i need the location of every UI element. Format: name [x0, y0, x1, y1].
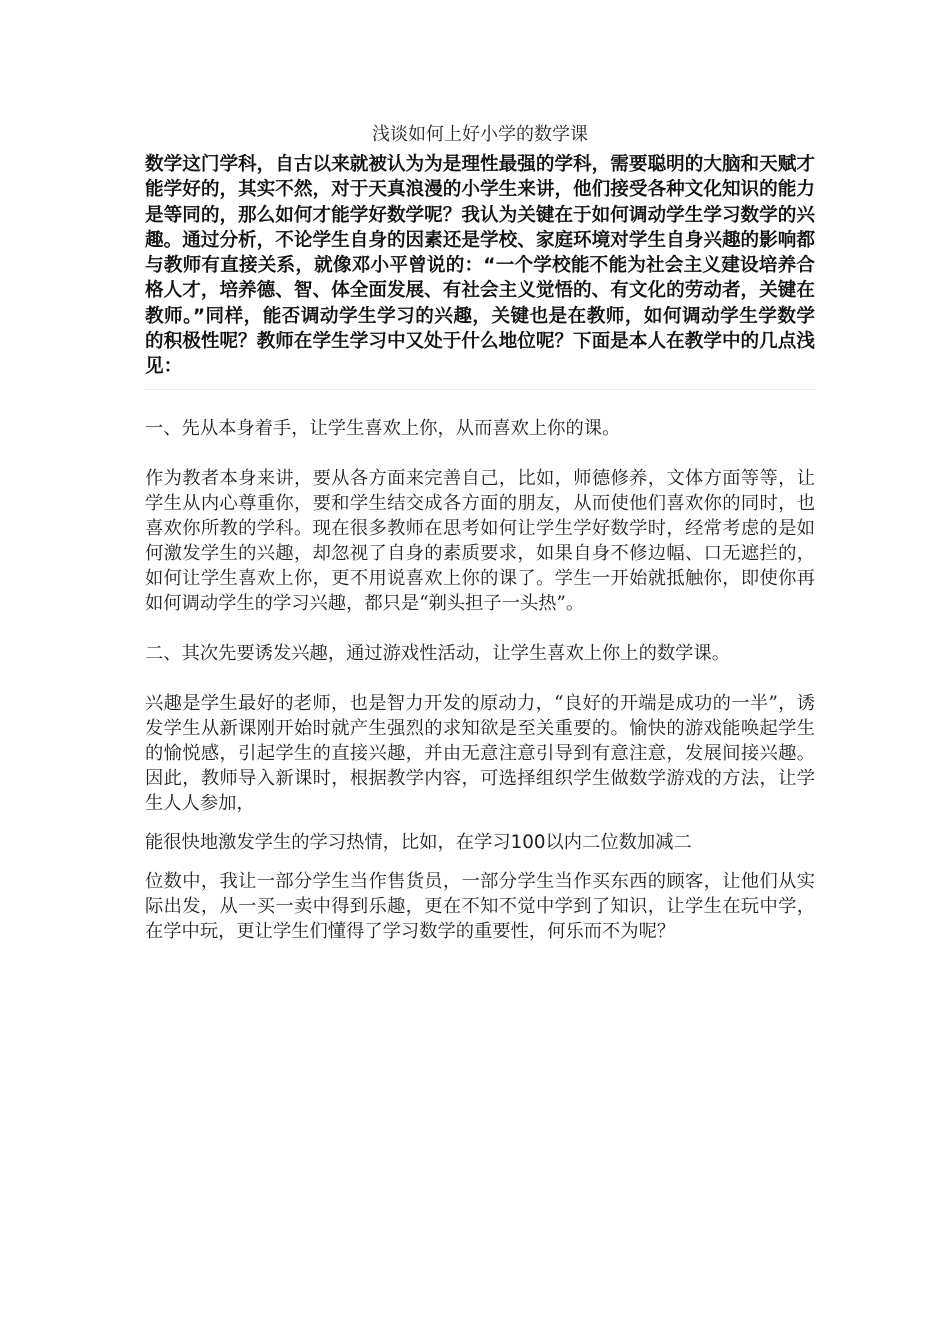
section-1-body: 作为教者本身来讲，要从各方面来完善自己，比如，师德修养，文体方面等等，让学生从内心尊重你，要和学生结交成各方面的朋友，从而使他们喜欢你的同时，也喜欢你所教的学科。现在很多教师在思考如何让学生学好数学时，经常考虑的是如何激发学生的兴趣，却忽视了自身的素质要求，如果自身不修边幅、口无遮拦的，如何让学生喜欢上你，更不用说喜欢上你的课了。学生一开始就抵触你，即使你再如何调动学生的学习兴趣，都只是“剃头担子一头热”。 [145, 467, 815, 614]
section-1-heading: 一、先从本身着手，让学生喜欢上你，从而喜欢上你的课。 [145, 417, 621, 439]
section-2-heading: 二、其次先要诱发兴趣，通过游戏性活动，让学生喜欢上你上的数学课。 [145, 642, 730, 664]
section-2-body-part-3: 位数中，我让一部分学生当作售货员，一部分学生当作买东西的顾客，让他们从实际出发，从一买一卖中得到乐趣，更在不知不觉中学到了知识，让学生在玩中学，在学中玩，更让学生们懂得了学习数学的重要性，何乐而不为呢？ [145, 870, 815, 942]
document-page [145, 122, 815, 944]
intro-paragraph: 数学这门学科，自古以来就被认为为是理性最强的学科，需要聪明的大脑和天赋才能学好的，其实不然，对于天真浪漫的小学生来讲，他们接受各种文化知识的能力是等同的，那么如何才能学好数学呢？我认为关键在于如何调动学生学习数学的兴趣。通过分析，不论学生自身的因素还是学校、家庭环境对学生自身兴趣的影响都与教师有直接关系，就像邓小平曾说的：“一个学校能不能为社会主义建设培养合格人才，培养德、智、体全面发展、有社会主义觉悟的、有文化的劳动者，关键在教师。”同样，能否调动学生学习的兴趣，关键也是在教师，如何调动学生学数学的积极性呢？教师在学生学习中又处于什么地位呢？下面是本人在教学中的几点浅见： [145, 154, 815, 378]
section-divider [145, 389, 815, 390]
document-title: 浅谈如何上好小学的数学课 [372, 124, 588, 145]
number-100: 100 [510, 831, 546, 853]
body-text-segment: 能很快地激发学生的学习热情，比如，在学习 [145, 831, 511, 853]
section-2-body-part-1: 兴趣是学生最好的老师，也是智力开发的原动力，“良好的开端是成功的一半”，诱发学生从新课刚开始时就产生强烈的求知欲是至关重要的。愉快的游戏能唤起学生的愉悦感，引起学生的直接兴趣，并由无意注意引导到有意注意，发展间接兴趣。因此，教师导入新课时，根据教学内容，可选择组织学生做数学游戏的方法，让学生人人参加， [145, 692, 815, 814]
section-2-body-part-2 [145, 830, 815, 855]
body-text-segment: 以内二位数加减二 [545, 831, 692, 853]
